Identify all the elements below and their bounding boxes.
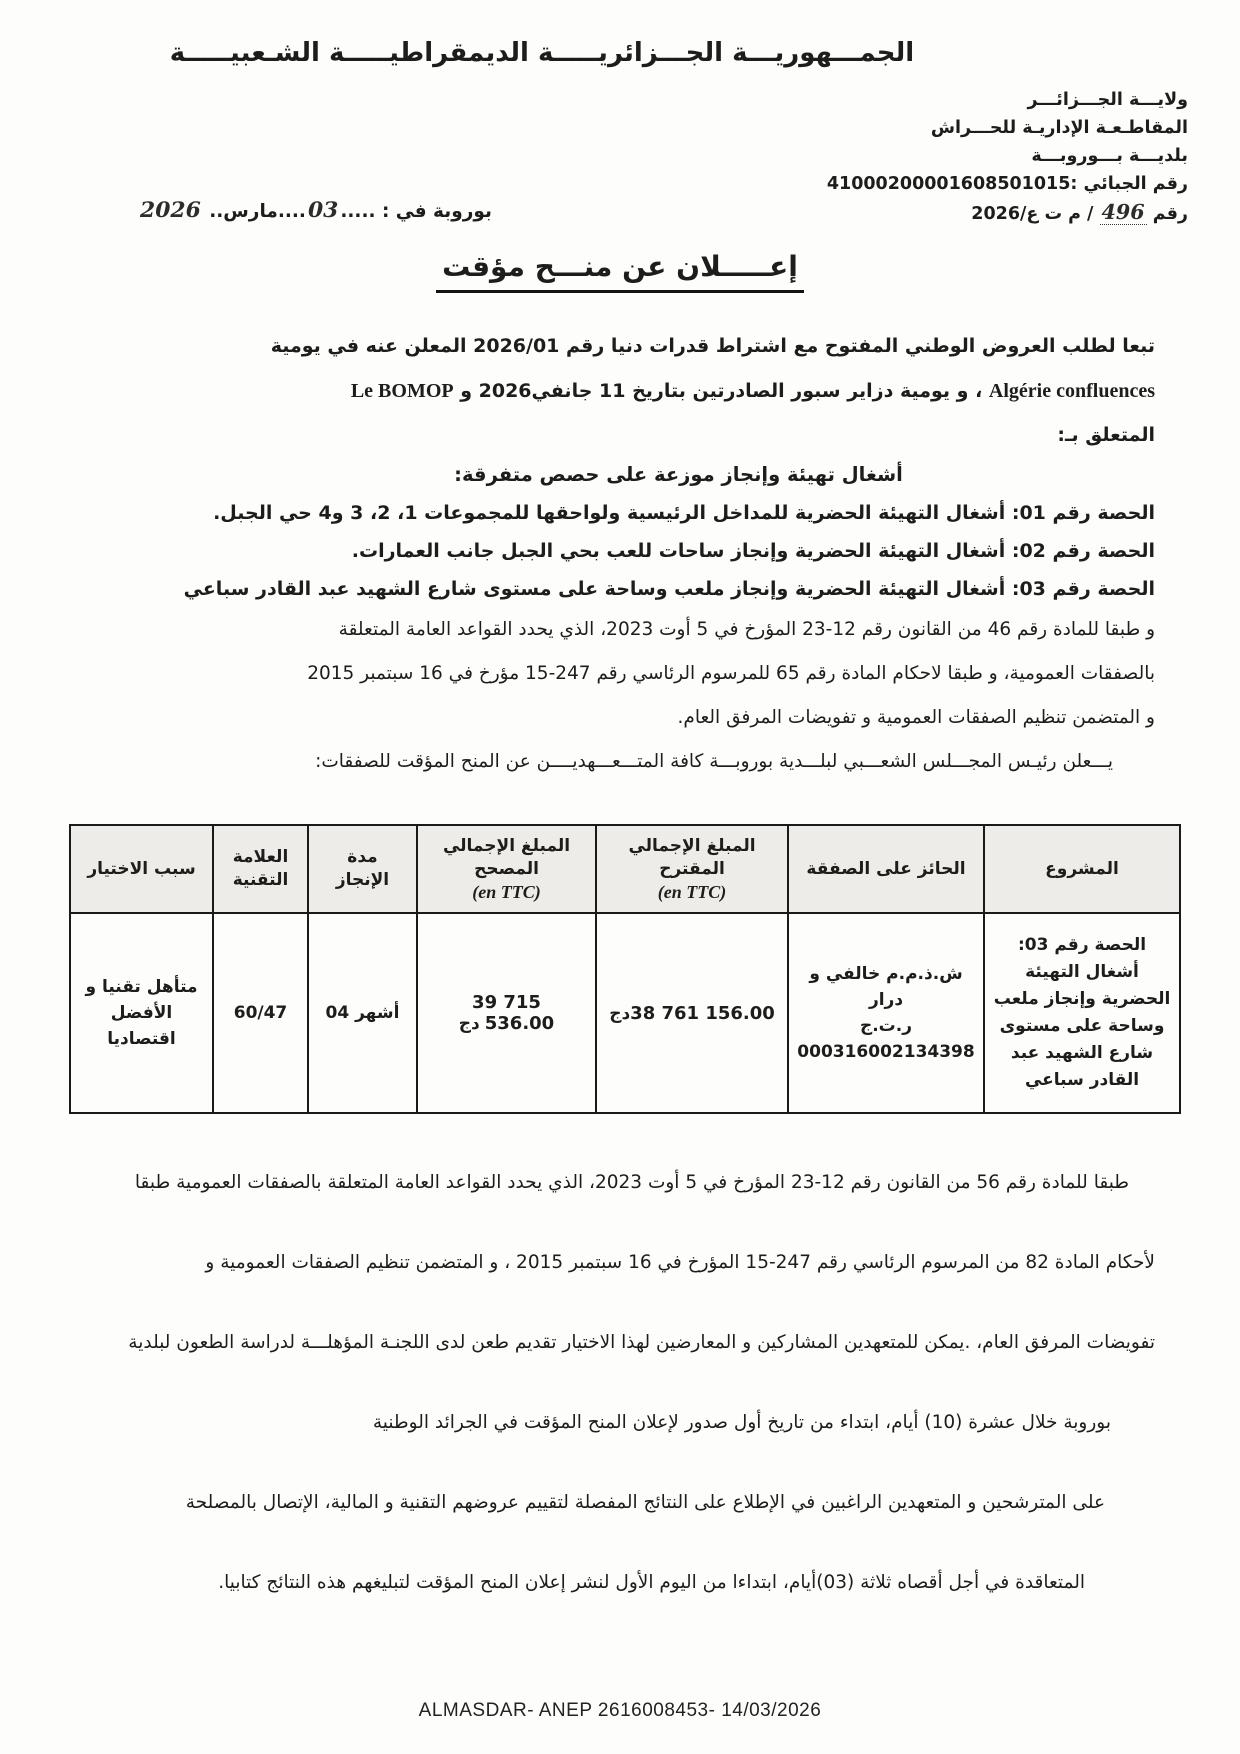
municipality-line: بلديـــة بـــوروبـــة — [1031, 146, 1188, 166]
republic-title: الجمـــهوريـــة الجـــزائريـــــة الديمقراطيـــــة الشـعبيـــــة — [169, 38, 915, 68]
intro-line-2-middle: ، و يومية دزاير سبور الصادرتين بتاريخ 11 جانفي2026 و — [453, 380, 989, 402]
cell-duration: 04 أشهر — [308, 913, 417, 1113]
winner-company-name: ش.ذ.م.م خالفي و درار — [809, 964, 963, 1010]
proposed-currency: دج — [609, 1003, 631, 1024]
proposed-ttc-note: (en TTC) — [657, 881, 727, 902]
col-header-selection-reason: سبب الاختيار — [70, 825, 213, 913]
proposed-amount-value: 38 761 156.00 — [630, 1002, 775, 1024]
document-title: إعـــــلان عن منـــح مؤقت — [0, 250, 1240, 293]
cell-project: الحصة رقم 03: أشغال التهيئة الحضرية وإنجاز ملعب وساحة على مستوى شارع الشهيد عبد القادر سباعي — [984, 913, 1180, 1113]
col-header-duration: مدة الإنجاز — [308, 825, 417, 913]
journal-name-algerie-confluences: Algérie confluences — [988, 380, 1155, 402]
appeal-section — [82, 1160, 1155, 1606]
lot-02-line: الحصة رقم 02: أشغال التهيئة الحضرية وإنجاز ساحات للعب بحي الجبل جانب العمارات. — [351, 540, 1155, 562]
wilaya-line: ولايـــة الجـــزائـــر — [1027, 90, 1188, 110]
date-place-label: بوروبة في : ..... — [340, 201, 492, 222]
subject-intro-label: المتعلق بـ: — [1057, 424, 1155, 446]
col-header-winner: الحائز على الصفقة — [788, 825, 984, 913]
cell-proposed-amount — [596, 913, 788, 1113]
intro-line-2 — [82, 369, 1155, 414]
reference-number-line — [827, 198, 1188, 228]
legal-line-2: بالصفقات العمومية، و طبقا لاحكام المادة رقم 65 للمرسوم الرئاسي رقم 247-15 مؤرخ في 16 سبتمبر 2015 — [307, 663, 1155, 684]
journal-name-le-bomop: Le BOMOP — [350, 380, 454, 402]
ref-prefix: رقم — [1152, 204, 1188, 224]
appeal-line-3: تفويضات المرفق العام، .يمكن للمتعهدين المشاركين و المعارضين لهذا الاختيار تقديم طعن لدى اللجنـة المؤهلـــة لدراسة الطعون لبلدية — [128, 1332, 1155, 1353]
winner-rc-number: 000316002134398 — [797, 1042, 975, 1062]
award-table-header — [70, 825, 1180, 913]
cell-selection-reason: متأهل تقنيا و الأفضل اقتصاديا — [70, 913, 213, 1113]
cell-winner — [788, 913, 984, 1113]
date-line — [138, 198, 498, 223]
date-day-handwritten: 03 — [307, 198, 339, 223]
lot-01-line: الحصة رقم 01: أشغال التهيئة الحضرية للمداخل الرئيسية ولواحقها للمجموعات 1، 2، 3 و4 حي الجبل. — [213, 502, 1155, 524]
col-header-proposed-amount: المبلغ الإجمالي المقترح (en TTC) — [596, 825, 788, 913]
ref-number-handwritten: 496 — [1101, 200, 1145, 224]
corrected-amount-value: 39 715 536.00 — [472, 992, 555, 1034]
legal-line-1: و طبقا للمادة رقم 46 من القانون رقم 12-23 المؤرخ في 5 أوت 2023، الذي يحدد القواعد العامة المتعلقة — [338, 619, 1155, 640]
cell-technical-score: 60/47 — [213, 913, 308, 1113]
document-body — [82, 324, 1171, 1640]
col-header-corrected-amount: المبلغ الإجمالي المصحح (en TTC) — [417, 825, 596, 913]
works-heading: أشغال تهيئة وإنجاز موزعة على حصص متفرقة: — [454, 463, 903, 486]
appeal-line-5: على المترشحين و المتعهدين الراغبين في الإطلاع على النتائج المفصلة لتقييم عروضهم التقنية و المالية، الإتصال بالمصلحة — [185, 1492, 1105, 1513]
anep-footer: ALMASDAR- ANEP 2616008453- 14/03/2026 — [418, 1700, 822, 1721]
admin-block — [827, 86, 1188, 228]
intro-line-1: تبعا لطلب العروض الوطني المفتوح مع اشتراط قدرات دنيا رقم 2026/01 المعلن عنه في يومية — [270, 335, 1155, 357]
date-month: ....مارس.. — [209, 201, 306, 222]
appeal-line-1: طبقا للمادة رقم 56 من القانون رقم 12-23 المؤرخ في 5 أوت 2023، الذي يحدد القواعد العامة المتعلقة بالصفقات العمومية طبقا — [134, 1172, 1129, 1193]
col-header-project: المشروع — [984, 825, 1180, 913]
col-header-technical-score: العلامة التقنية — [213, 825, 308, 913]
district-line: المقاطـعـة الإداريـة للحـــراش — [930, 118, 1188, 138]
appeal-line-4: بوروبة خلال عشرة (10) أيام، ابتداء من تاريخ أول صدور لإعلان المنح المؤقت في الجرائد الوطنية — [372, 1412, 1111, 1433]
corrected-currency: دج — [458, 1014, 480, 1034]
announcement-line: يـــعلن رئيـس المجـــلس الشعـــبي لبلـــدية بوروبـــة كافة المتـــعـــهديــــن عن المنح المؤقت للصفقات: — [315, 751, 1113, 772]
legal-line-3: و المتضمن تنظيم الصفقات العمومية و تفويضات المرفق العام. — [677, 707, 1155, 728]
appeal-line-6: المتعاقدة في أجل أقصاه ثلاثة (03)أيام، ابتداءا من اليوم الأول لنشر إعلان المنح المؤقت لتبليغهم هذه النتائج كتابيا. — [218, 1572, 1085, 1593]
winner-rc-label: ر.ت.ج — [859, 1016, 913, 1036]
award-table-row — [70, 913, 1180, 1113]
ref-suffix: / م ت ع/2026 — [971, 204, 1094, 224]
date-year-handwritten: 2026 — [140, 198, 201, 223]
corrected-ttc-note: (en TTC) — [472, 881, 541, 902]
lot-03-line: الحصة رقم 03: أشغال التهيئة الحضرية وإنجاز ملعب وساحة على مستوى شارع الشهيد عبد القادر سباعي — [183, 578, 1155, 600]
award-table — [69, 824, 1181, 1114]
appeal-line-2: لأحكام المادة 82 من المرسوم الرئاسي رقم 247-15 المؤرخ في 16 سبتمبر 2015 ، و المتضمن تنظيم الصفقات العمومية و — [205, 1252, 1155, 1273]
tax-number-line: رقم الجبائي :41000200001608501015 — [826, 174, 1188, 194]
cell-corrected-amount — [417, 913, 596, 1113]
